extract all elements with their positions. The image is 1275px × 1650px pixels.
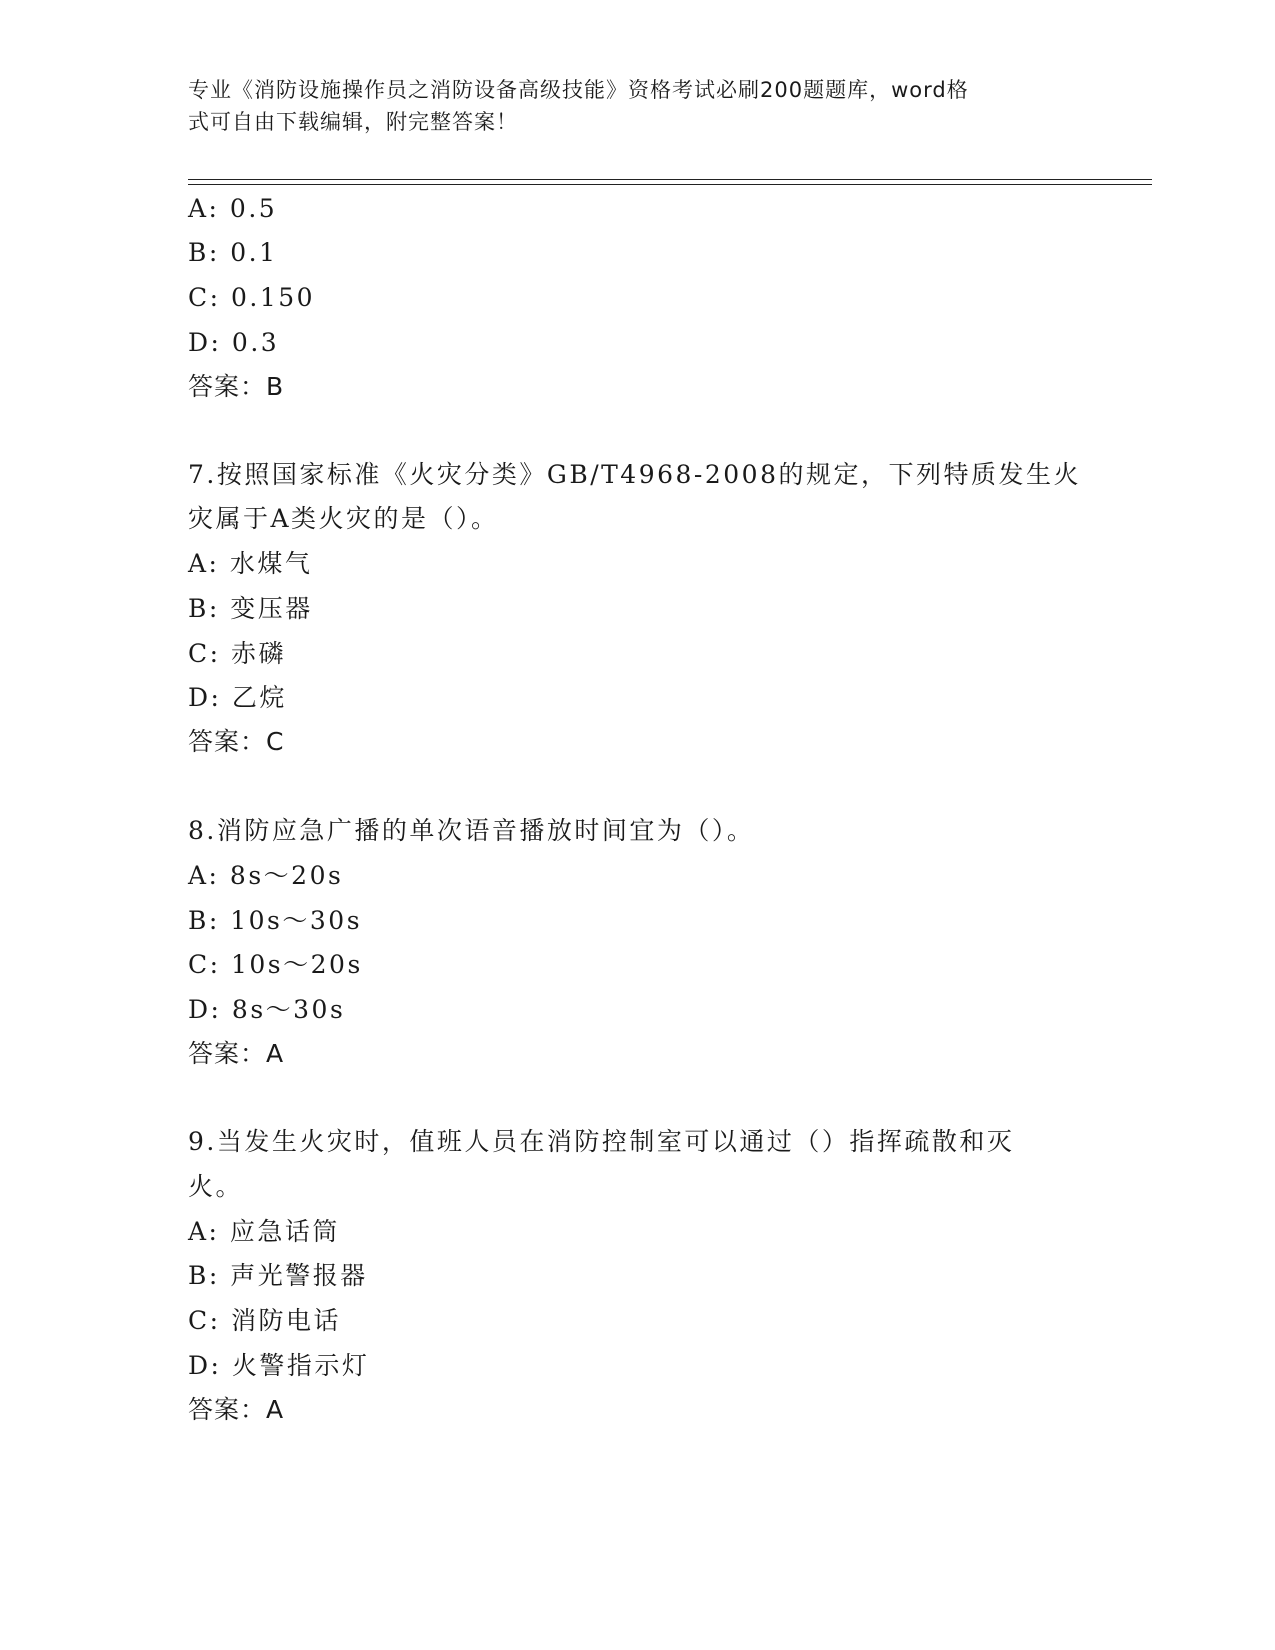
q9-option-a: A: 应急话筒 [188, 1217, 340, 1246]
q7-option-c: C: 赤磷 [188, 639, 286, 668]
q9-answer: 答案：A [188, 1395, 285, 1424]
q9-stem-line-2: 火。 [188, 1172, 244, 1201]
q8-option-b: B: 10s～30s [188, 906, 363, 935]
q8-option-c: C: 10s～20s [188, 950, 363, 979]
q9-option-d: D: 火警指示灯 [188, 1351, 370, 1380]
header-divider-top [188, 179, 1152, 180]
q7-option-b: B: 变压器 [188, 594, 313, 623]
q7-stem-line-2: 灾属于A类火灾的是（）。 [188, 504, 499, 533]
q8-stem-line-1: 8.消防应急广播的单次语音播放时间宜为（）。 [188, 816, 755, 845]
q9-stem-line-1: 9.当发生火灾时，值班人员在消防控制室可以通过（）指挥疏散和灭 [188, 1127, 1015, 1156]
q6-option-b: B: 0.1 [188, 238, 278, 267]
q6-option-d: D: 0.3 [188, 328, 280, 357]
header-line-2: 式可自由下载编辑，附完整答案！ [188, 110, 518, 134]
q9-option-b: B: 声光警报器 [188, 1261, 368, 1290]
header-divider-bottom [188, 184, 1152, 185]
q6-option-c: C: 0.150 [188, 283, 316, 312]
q8-option-a: A: 8s～20s [188, 861, 344, 890]
q6-answer: 答案：B [188, 372, 285, 401]
q7-option-a: A: 水煤气 [188, 549, 313, 578]
header-line-1: 专业《消防设施操作员之消防设备高级技能》资格考试必刷200题题库，word格 [188, 78, 969, 102]
q9-option-c: C: 消防电话 [188, 1306, 341, 1335]
q8-answer: 答案：A [188, 1039, 285, 1068]
q7-answer: 答案：C [188, 727, 285, 756]
q8-option-d: D: 8s～30s [188, 995, 346, 1024]
q7-option-d: D: 乙烷 [188, 683, 287, 712]
document-header [188, 74, 1088, 138]
q7-stem-line-1: 7.按照国家标准《火灾分类》GB/T4968-2008的规定，下列特质发生火 [188, 460, 1081, 489]
q6-option-a: A: 0.5 [188, 194, 278, 223]
